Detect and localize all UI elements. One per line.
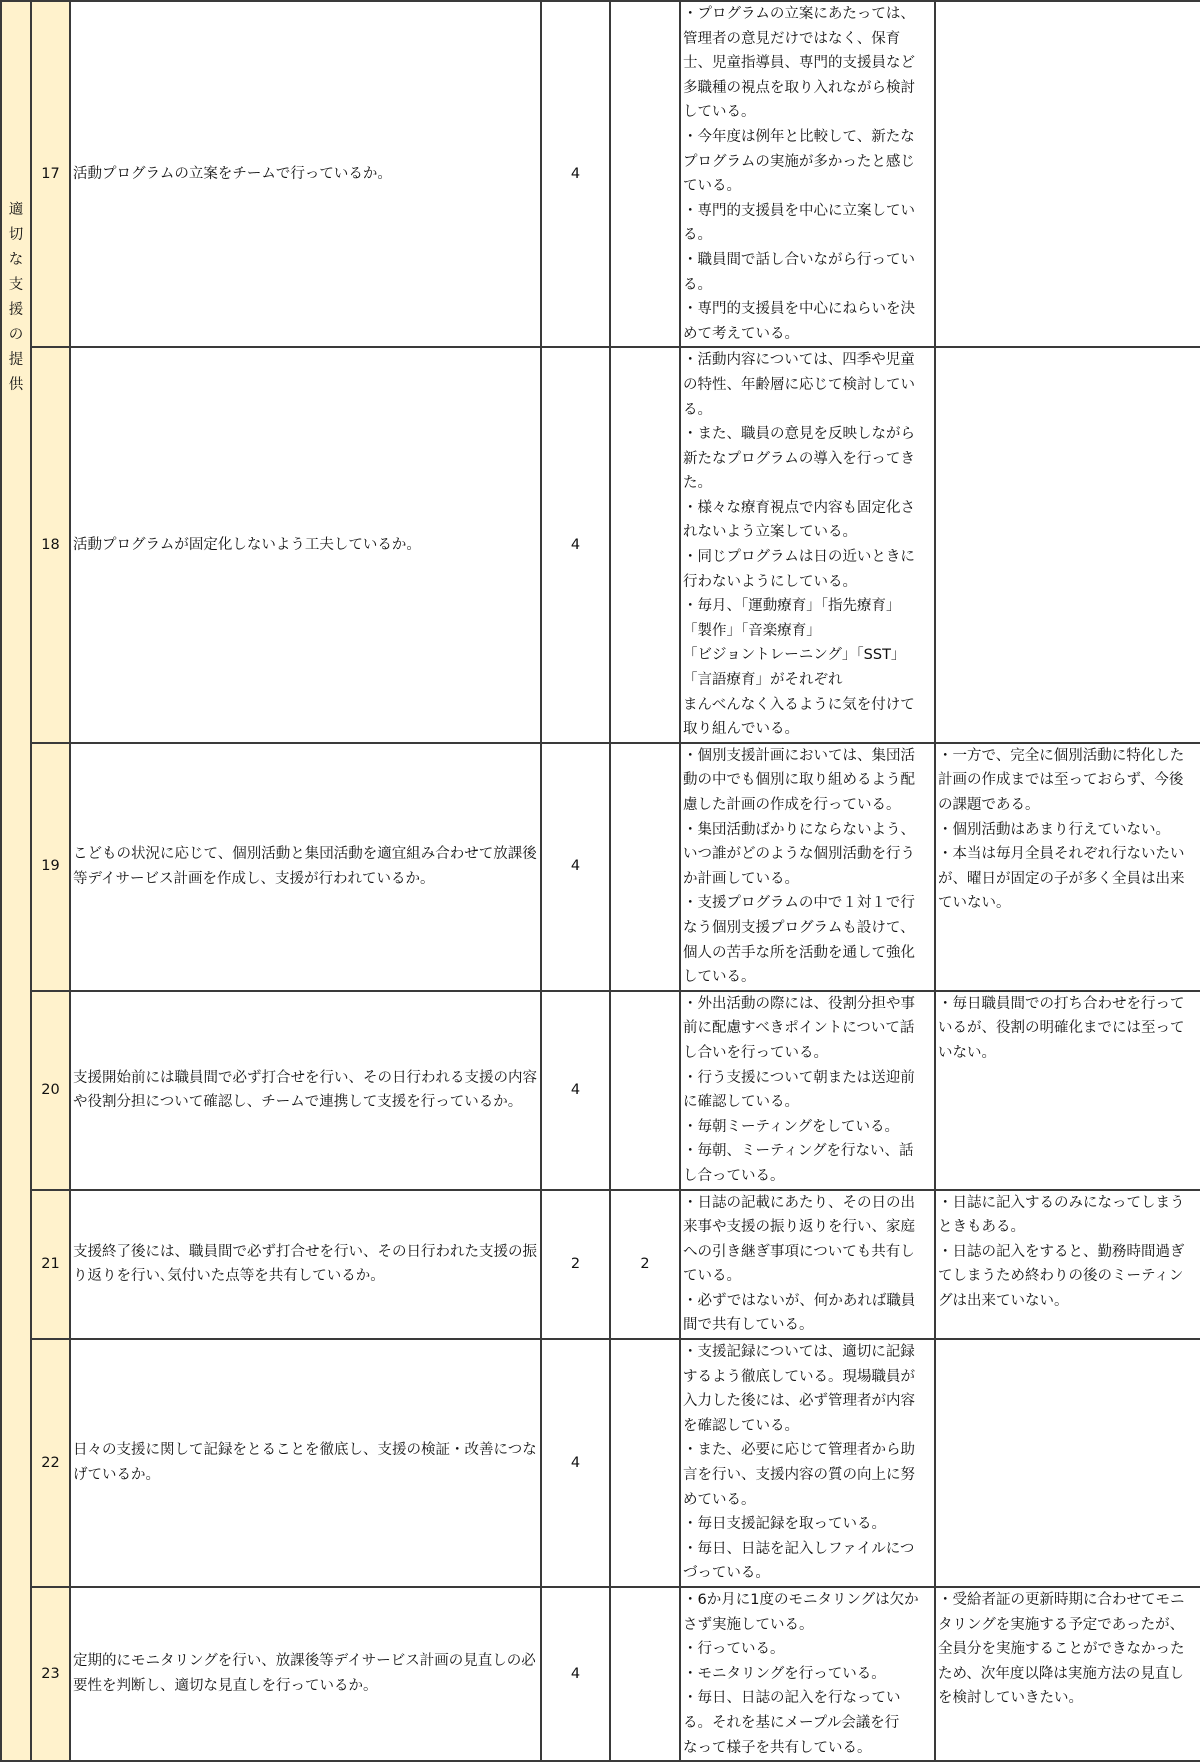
item-number: 20 [31,991,70,1190]
question-text: 活動プログラムの立案をチームで行っているか。 [70,1,541,347]
no-count: 2 [610,1190,680,1340]
item-number: 23 [31,1587,70,1761]
category-char: の [8,327,24,343]
no-count [610,1,680,347]
improvement-comment [935,347,1200,743]
no-count [610,1587,680,1761]
item-number: 19 [31,743,70,991]
improvement-comment [935,1,1200,347]
yes-count: 4 [541,1339,610,1587]
staff-comment: ・6か月に1度のモニタリングは欠か さず実施している。 ・行っている。 ・モニタリングを行っている。 ・毎日、日誌の記入を行なってい る。それを基にメープル会議を行 なって様子を共有している。 [680,1587,935,1761]
improvement-comment: ・受給者証の更新時期に合わせてモニ タリングを実施する予定であったが、 全員分を実施することができなかった ため、次年度以降は実施方法の見直し を検討していきたい。 [935,1587,1200,1761]
yes-count: 4 [541,1,610,347]
category-char: 提 [8,352,24,368]
no-count [610,1339,680,1587]
item-number: 21 [31,1190,70,1340]
improvement-comment [935,1339,1200,1587]
yes-count: 4 [541,991,610,1190]
question-text: こどもの状況に応じて、個別活動と集団活動を適宜組み合わせて放課後等デイサービス計画を作成し、支援が行われているか。 [70,743,541,991]
question-text: 活動プログラムが固定化しないよう工夫しているか。 [70,347,541,743]
category-char: 援 [8,302,24,318]
staff-comment: ・支援記録については、適切に記録 するよう徹底している。現場職員が 入力した後には、必ず管理者が内容 を確認している。 ・また、必要に応じて管理者から助 言を行い、支援内容の質の向上に努 めている。 ・毎日支援記録を取っている。 ・毎日、日誌を記入しファイルにつ づっている。 [680,1339,935,1587]
question-text: 支援終了後には、職員間で必ず打合せを行い、その日行われた支援の振り返りを行い､気付いた点等を共有しているか。 [70,1190,541,1340]
yes-count: 4 [541,347,610,743]
no-count [610,347,680,743]
item-number: 22 [31,1339,70,1587]
yes-count: 4 [541,743,610,991]
staff-comment: ・活動内容については、四季や児童 の特性、年齢層に応じて検討してい る。 ・また、職員の意見を反映しながら 新たなプログラムの導入を行ってき た。 ・様々な療育視点で内容も固定化さ れないよう立案している。 ・同じプログラムは日の近いときに 行わないようにしている。 ・毎月、「運動療育」「指先療育」 「製作」「音楽療育」 「ビジョントレーニング」「SST」 「言語療育」がそれぞれ まんべんなく入るように気を付けて 取り組んでいる。 [680,347,935,743]
category-char: 切 [8,227,24,243]
improvement-comment: ・日誌に記入するのみになってしまう ときもある。 ・日誌の記入をすると、勤務時間過ぎ てしまうため終わりの後のミーティン グは出来ていない。 [935,1190,1200,1340]
table-row [1,1587,1200,1761]
staff-comment: ・外出活動の際には、役割分担や事 前に配慮すべきポイントについて話 し合いを行っている。 ・行う支援について朝または送迎前 に確認している。 ・毎朝ミーティングをしている。 ・毎朝、ミーティングを行ない、話 し合っている。 [680,991,935,1190]
yes-count: 4 [541,1587,610,1761]
table-row [1,347,1200,743]
staff-comment: ・個別支援計画においては、集団活 動の中でも個別に取り組めるよう配 慮した計画の作成を行っている。 ・集団活動ばかりにならないよう、 いつ誰がどのような個別活動を行う か計画している。 ・支援プログラムの中で１対１で行 なう個別支援プログラムも設けて、 個人の苦手な所を活動を通して強化 している。 [680,743,935,991]
no-count [610,743,680,991]
category-char: な [8,252,24,268]
category-char: 適 [8,202,24,218]
table-row [1,1339,1200,1587]
yes-count: 2 [541,1190,610,1340]
question-text: 支援開始前には職員間で必ず打合せを行い、その日行われる支援の内容や役割分担について確認し、チームで連携して支援を行っているか。 [70,991,541,1190]
improvement-comment: ・毎日職員間での打ち合わせを行って いるが、役割の明確化までには至って いない。 [935,991,1200,1190]
table-row [1,1,1200,347]
no-count [610,991,680,1190]
question-text: 日々の支援に関して記録をとることを徹底し、支援の検証・改善につなげているか。 [70,1339,541,1587]
category-char: 支 [8,277,24,293]
question-text: 定期的にモニタリングを行い、放課後等デイサービス計画の見直しの必要性を判断し、適切な見直しを行っているか。 [70,1587,541,1761]
category-char: 供 [8,377,24,393]
item-number: 17 [31,1,70,347]
table-row [1,991,1200,1190]
staff-comment: ・プログラムの立案にあたっては、 管理者の意見だけではなく、保育 士、児童指導員、専門的支援員など 多職種の視点を取り入れながら検討 している。 ・今年度は例年と比較して、新たな プログラムの実施が多かったと感じ ている。 ・専門的支援員を中心に立案してい る。 ・職員間で話し合いながら行ってい る。 ・専門的支援員を中心にねらいを決 めて考えている。 [680,1,935,347]
improvement-comment: ・一方で、完全に個別活動に特化した 計画の作成までは至っておらず、今後 の課題である。 ・個別活動はあまり行えていない。 ・本当は毎月全員それぞれ行ないたい が、曜日が固定の子が多く全員は出来 ていない。 [935,743,1200,991]
category-cell [1,1,31,1761]
table-row [1,743,1200,991]
staff-comment: ・日誌の記載にあたり、その日の出 来事や支援の振り返りを行い、家庭 への引き継ぎ事項についても共有し ている。 ・必ずではないが、何かあれば職員 間で共有している。 [680,1190,935,1340]
table-row [1,1190,1200,1340]
item-number: 18 [31,347,70,743]
